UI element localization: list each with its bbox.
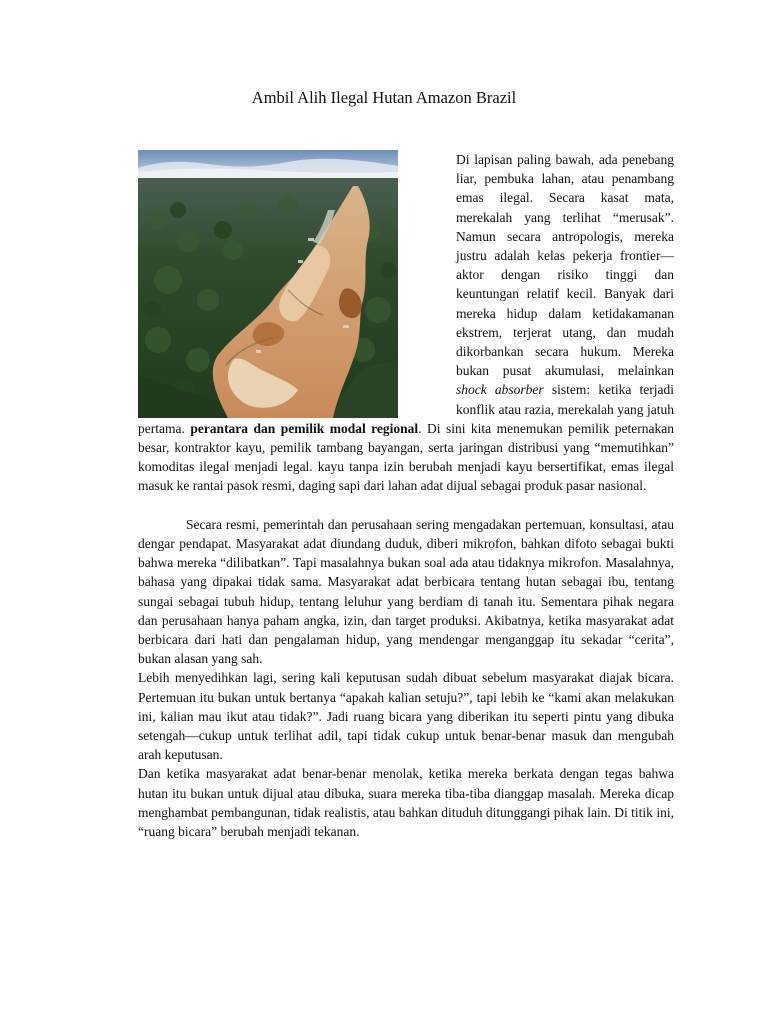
paragraph-1-text-a: Di lapisan paling bawah, ada penebang liar, pembuka lahan, atau penambang emas ilegal. Secara kasat mata, merekalah yang terlihat “merusak”. Namun secara antropologis, mereka justru adalah kelas pekerja frontier—aktor dengan risiko tinggi dan keuntungan relatif kecil. Banyak dari mereka hidup dalam ketidakamanan ekstrem, terjerat utang, dan mudah dikorbankan secara hukum. Mereka bukan pusat akumulasi, melainkan: [456, 152, 674, 379]
aerial-photo-illustration: [138, 150, 398, 418]
paragraph-1-bold: perantara dan pemilik modal regional: [190, 420, 419, 436]
paragraph-1-italic: shock absorber: [456, 382, 544, 398]
paragraph-1-text-c: . Di sini kita menemukan pemilik peternakan besar, kontraktor kayu, pemilik tambang bayangan, serta jaringan distribusi yang “memutihkan” komoditas ilegal menjadi legal. kayu tanpa izin berubah menjadi kayu bersertifikat, emas ilegal masuk ke rantai pasok resmi, daging sapi dari lahan adat dijual sebagai produk pasar nasional.: [138, 420, 674, 494]
document-title: Ambil Alih Ilegal Hutan Amazon Brazil: [251, 88, 517, 107]
amazon-mining-photo: [138, 150, 398, 418]
paragraph-spacer: [138, 496, 674, 515]
document-body: [138, 150, 674, 841]
paragraph-4: Dan ketika masyarakat adat benar-benar menolak, ketika mereka berkata dengan tegas bahwa hutan itu bukan untuk dijual atau dibuka, suara mereka tiba-tiba dianggap masalah. Mereka dicap menghambat pembangunan, tidak realistis, atau bahkan dituduh ditunggangi pihak lain. Di titik ini, “ruang bicara” berubah menjadi tekanan.: [138, 766, 674, 840]
paragraph-3: Lebih menyedihkan lagi, sering kali keputusan sudah dibuat sebelum masyarakat diajak bicara. Pertemuan itu bukan untuk bertanya “apakah kalian setuju?”, tapi lebih ke “kami akan melakukan ini, kalian mau ikut atau tidak?”. Jadi ruang bicara yang diberikan itu seperti pintu yang dibuka setengah—cukup untuk terlihat adil, tapi tidak cukup untuk benar-benar masuk dan mengubah arah keputusan.: [138, 670, 674, 763]
paragraph-2: Secara resmi, pemerintah dan perusahaan sering mengadakan pertemuan, konsultasi, atau dengar pendapat. Masyarakat adat diundang duduk, diberi mikrofon, bahkan difoto sebagai bukti bahwa mereka “dilibatkan”. Tapi masalahnya bukan soal ada atau tidaknya mikrofon. Masalahnya, bahasa yang dipakai tidak sama. Masyarakat adat berbicara tentang hutan sebagai ibu, tentang sungai sebagai tubuh hidup, tentang leluhur yang berdiam di tanah itu. Sementara pihak negara dan perusahaan hanya paham angka, izin, dan target produksi. Akibatnya, ketika masyarakat adat berbicara dari hati dan pengalaman hidup, yang mendengar menganggap itu sekadar “cerita”, bukan alasan yang sah.: [138, 516, 674, 667]
paragraph-1-text-b: sistem: ketika terjadi konflik atau razia, merekalah yang jatuh pertama.: [138, 382, 674, 436]
